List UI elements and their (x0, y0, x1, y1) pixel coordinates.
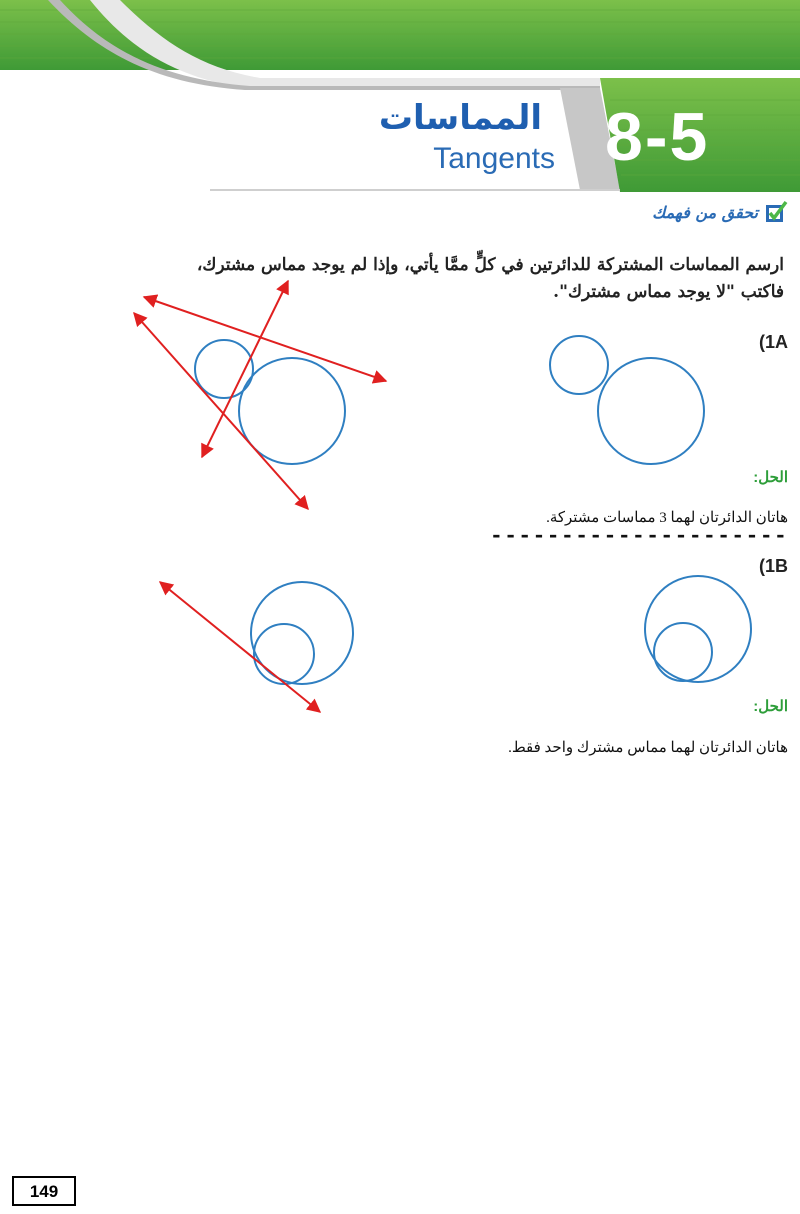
figure-1b-solution (150, 550, 360, 720)
solution-text-1b: هاتان الدائرتان لهما مماس مشترك واحد فقط. (508, 740, 788, 756)
solution-label-1a: الحل: (753, 469, 788, 486)
tangent-line (144, 297, 386, 381)
page-number: 149 (12, 1176, 76, 1206)
tangent-line (134, 313, 308, 509)
problem-label-1b: (1B (758, 556, 788, 576)
check-understanding-heading (652, 200, 788, 224)
large-circle (645, 576, 751, 682)
figure-1b-original (640, 560, 755, 695)
check-understanding-label: تحقق من فهمك (652, 202, 758, 222)
tangent-line (160, 582, 320, 712)
checkbox-icon (764, 200, 788, 224)
small-circle (550, 336, 608, 394)
solution-text-1a: هاتان الدائرتان لهما 3 مماسات مشتركة. (546, 510, 788, 526)
lesson-number: 8-5 (605, 99, 710, 175)
lesson-title-arabic: المماسات (378, 98, 542, 138)
instructions-line-2: فاكتب "لا يوجد مماس مشترك". (553, 282, 784, 302)
solution-label-1b: الحل: (753, 698, 788, 715)
small-circle (254, 624, 314, 684)
figure-1a-solution (130, 275, 400, 515)
separator-line: --------------------- (489, 524, 788, 549)
lesson-title-english: Tangents (433, 142, 555, 175)
large-circle (598, 358, 704, 464)
figure-1a-original (520, 325, 720, 470)
problem-label-1a: (1A (758, 332, 788, 352)
small-circle (654, 623, 712, 681)
tangent-line (202, 281, 288, 457)
instructions-line-1: ارسم المماسات المشتركة للدائرتين في كلٍّ ممَّا يأتي، وإذا لم يوجد مماس مشترك، (196, 255, 784, 275)
